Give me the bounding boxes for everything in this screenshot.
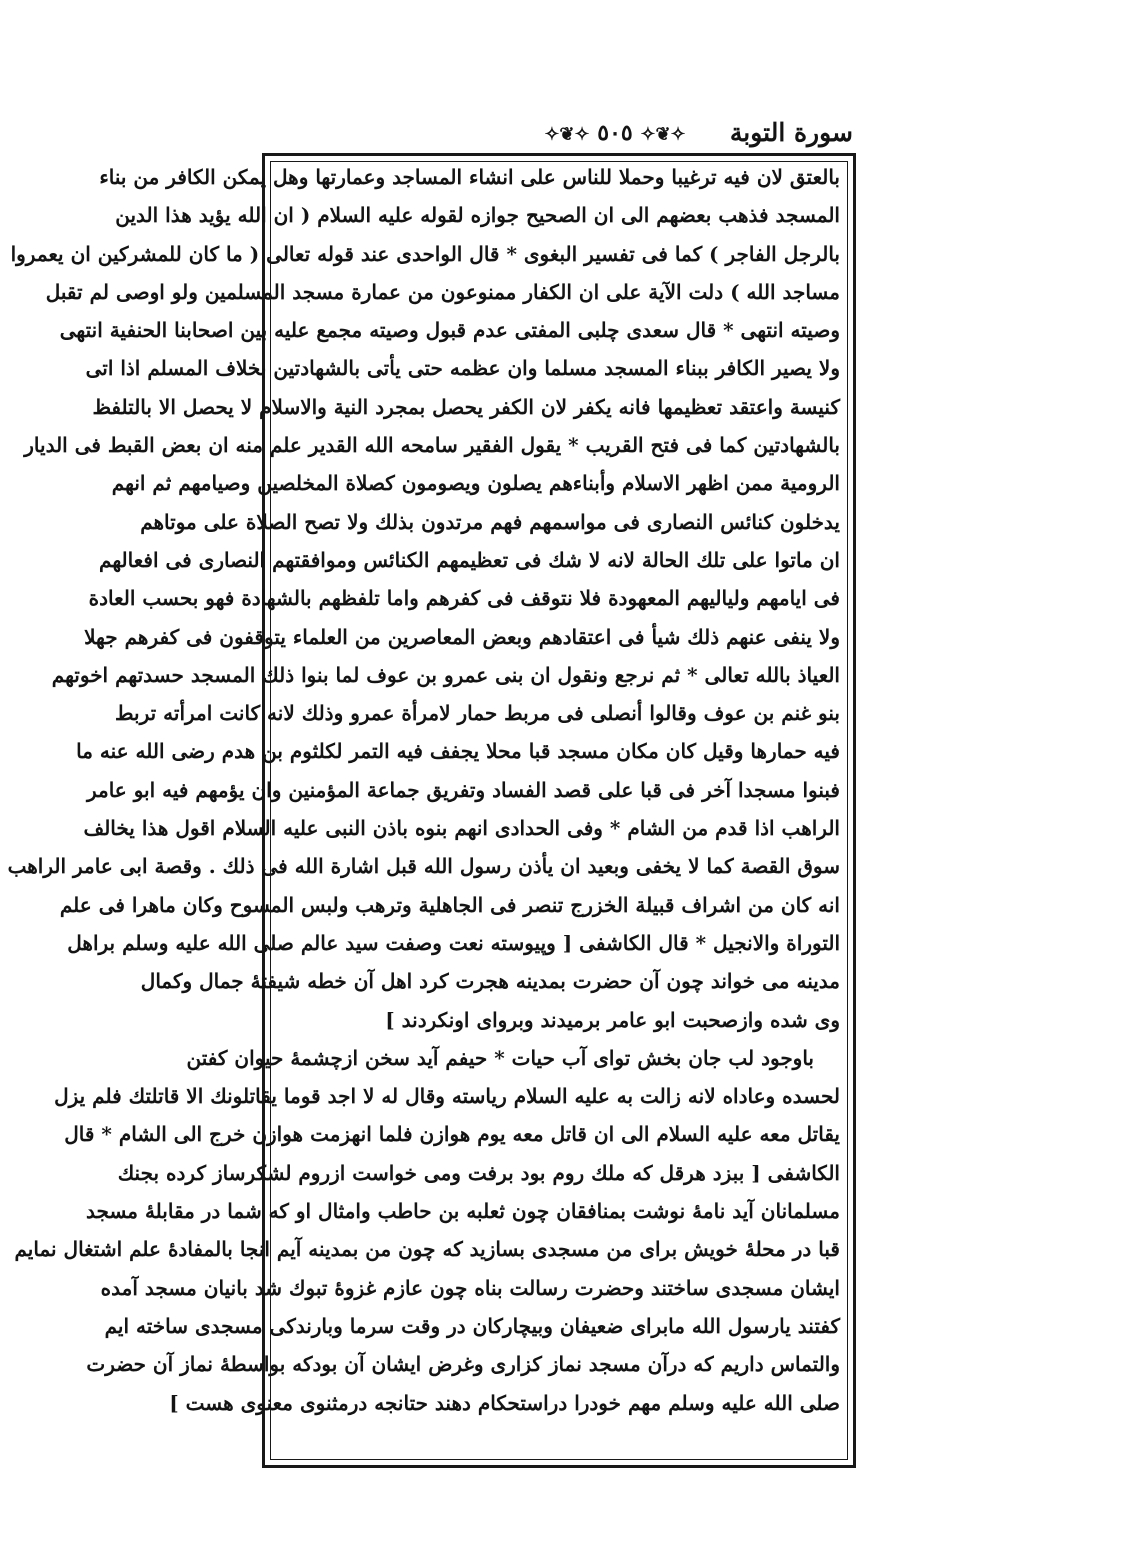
text-line: الرومية ممن اظهر الاسلام وأبناءهم يصلون ويصومون كصلاة المخلصين وصيامهم ثم انهم	[111, 471, 840, 496]
text-line: بنو غنم بن عوف وقالوا أنصلى فى مربط حمار لامرأة عمرو وذلك لانه كانت امرأته تربط	[115, 701, 840, 726]
text-line: بالرجل الفاجر ) كما فى تفسير البغوى * قال الواحدى عند قوله تعالى ( ما كان للمشركين ان يعمروا	[10, 241, 840, 266]
text-line: يدخلون كنائس النصارى فى مواسمهم فهم مرتدون بذلك ولا تصح الصلاة على موتاهم	[140, 509, 840, 534]
body-text	[7, 158, 840, 1422]
verse-line: باوجود لب جان بخش تواى آب حيات * حيفم آيد سخن ازچشمهٔ حيوان كفتن	[186, 1045, 814, 1070]
text-line: وصيته انتهى * قال سعدى چلبى المفتى عدم قبول وصيته مجمع عليه بين اصحابنا الحنفية انتهى	[59, 318, 840, 343]
page-number-block	[530, 118, 700, 148]
text-line: فيه حمارها وقيل كان مكان مسجد قبا محلا يجفف فيه التمر لكلثوم بن هدم رضى الله عنه ما	[76, 739, 840, 764]
text-line: كفتند يارسول الله مابراى ضعيفان وبيچاركان در وقت سرما وبارندكى مسجدى ساخته ايم	[104, 1313, 840, 1338]
ornament-right-icon: ✧❦✧	[640, 124, 686, 145]
page-header	[265, 118, 853, 148]
text-line: مدينه مى خواند چون آن حضرت بمدينه هجرت كرد اهل آن خطه شيفتهٔ جمال وكمال	[140, 969, 840, 994]
text-line: ان ماتوا على تلك الحالة لانه لا شك فى تعظيمهم الكنائس وموافقتهم النصارى فى افعالهم	[99, 547, 840, 572]
text-line: سوق القصة كما لا يخفى وبعيد ان يأذن رسول الله قبل اشارة الله فى ذلك . وقصة ابى عامر الراهب	[7, 854, 840, 879]
text-line: فبنوا مسجدا آخر فى قبا على قصد الفساد وتفريق جماعة المؤمنين وان يؤمهم فيه ابو عامر	[86, 777, 840, 802]
text-line: فى ايامهم ولياليهم المعهودة فلا نتوقف فى كفرهم واما تلفظهم بالشهادة فهو بحسب العادة	[88, 586, 840, 611]
text-line: يقاتل معه عليه السلام الى ان قاتل معه يوم هوازن فلما انهزمت هوازن خرج الى الشام * قال	[64, 1122, 840, 1147]
page-number: ٥٠٥	[597, 120, 633, 146]
text-line: الكاشفى [ ببزد هرقل كه ملك روم بود برفت ومى خواست ازروم لشكرساز كرده بجنك	[117, 1160, 840, 1185]
text-line: كنيسة واعتقد تعظيمها فانه يكفر لان الكفر يحصل بمجرد النية والاسلام لا يحصل الا بالتلفظ	[92, 394, 840, 419]
text-line: العياذ بالله تعالى * ثم نرجع ونقول ان بنى عمرو بن عوف لما بنوا ذلك المسجد حسدتهم اخوتهم	[51, 662, 840, 687]
text-line: ايشان مسجدى ساختند وحضرت رسالت بناه چون عازم غزوهٔ تبوك شد بانيان مسجد آمده	[100, 1275, 840, 1300]
text-line: التوراة والانجيل * قال الكاشفى [ وپيوسته نعت وصفت سيد عالم صلى الله عليه وسلم براهل	[67, 930, 840, 955]
text-line: الراهب اذا قدم من الشام * وفى الحدادى انهم بنوه باذن النبى عليه السلام اقول هذا يخالف	[83, 816, 840, 841]
surah-title: سورة التوبة	[729, 118, 853, 147]
text-line: صلى الله عليه وسلم مهم خودرا دراستحكام دهند حتانجه درمثنوى معنوى هست ]	[169, 1390, 840, 1415]
text-line: لحسده وعاداه لانه زالت به عليه السلام رياسته وقال له لا اجد قوما يقاتلونك الا قاتلتك فلم يزل	[54, 1084, 840, 1109]
text-line: انه كان من اشراف قبيلة الخزرج تنصر فى الجاهلية وترهب ولبس المسوح وكان ماهرا فى علم	[59, 892, 840, 917]
text-line: ولا ينفى عنهم ذلك شيأ فى اعتقادهم وبعض المعاصرين من العلماء يتوقفون فى كفرهم جهلا	[84, 624, 840, 649]
text-line: المسجد فذهب بعضهم الى ان الصحيح جوازه لقوله عليه السلام ( ان الله يؤيد هذا الدين	[115, 203, 840, 228]
text-line: بالعتق لان فيه ترغيبا وحملا للناس على انشاء المساجد وعمارتها وهل يمكن الكافر من بناء	[99, 165, 840, 189]
text-line: مساجد الله ) دلت الآية على ان الكفار ممنوعون من عمارة مسجد المسلمين ولو اوصى لم تقبل	[45, 279, 840, 304]
text-line: بالشهادتين كما فى فتح القريب * يقول الفقير سامحه الله القدير علم منه ان بعض القبط فى الديار	[24, 433, 840, 458]
text-line: مسلمانان آيد نامهٔ نوشت بمنافقان چون ثعلبه بن حاطب وامثال او كه شما در مقابلهٔ مسجد	[86, 1199, 840, 1224]
text-line: والتماس داريم كه درآن مسجد نماز كزارى وغرض ايشان آن بودكه بواسطهٔ نماز آن حضرت	[86, 1352, 840, 1377]
text-line: ولا يصير الكافر ببناء المسجد مسلما وان عظمه حتى يأتى بالشهادتين بخلاف المسلم اذا اتى	[85, 356, 840, 381]
text-line: وى شده وازصحبت ابو عامر برميدند وبرواى اونكردند ]	[385, 1007, 840, 1032]
ornament-left-icon: ✧❦✧	[544, 124, 590, 145]
text-line: قبا در محلهٔ خويش براى من مسجدى بسازيد كه چون من بمدينه آيم انجا بالمفادهٔ علم اشتغال نمايم	[14, 1237, 840, 1262]
